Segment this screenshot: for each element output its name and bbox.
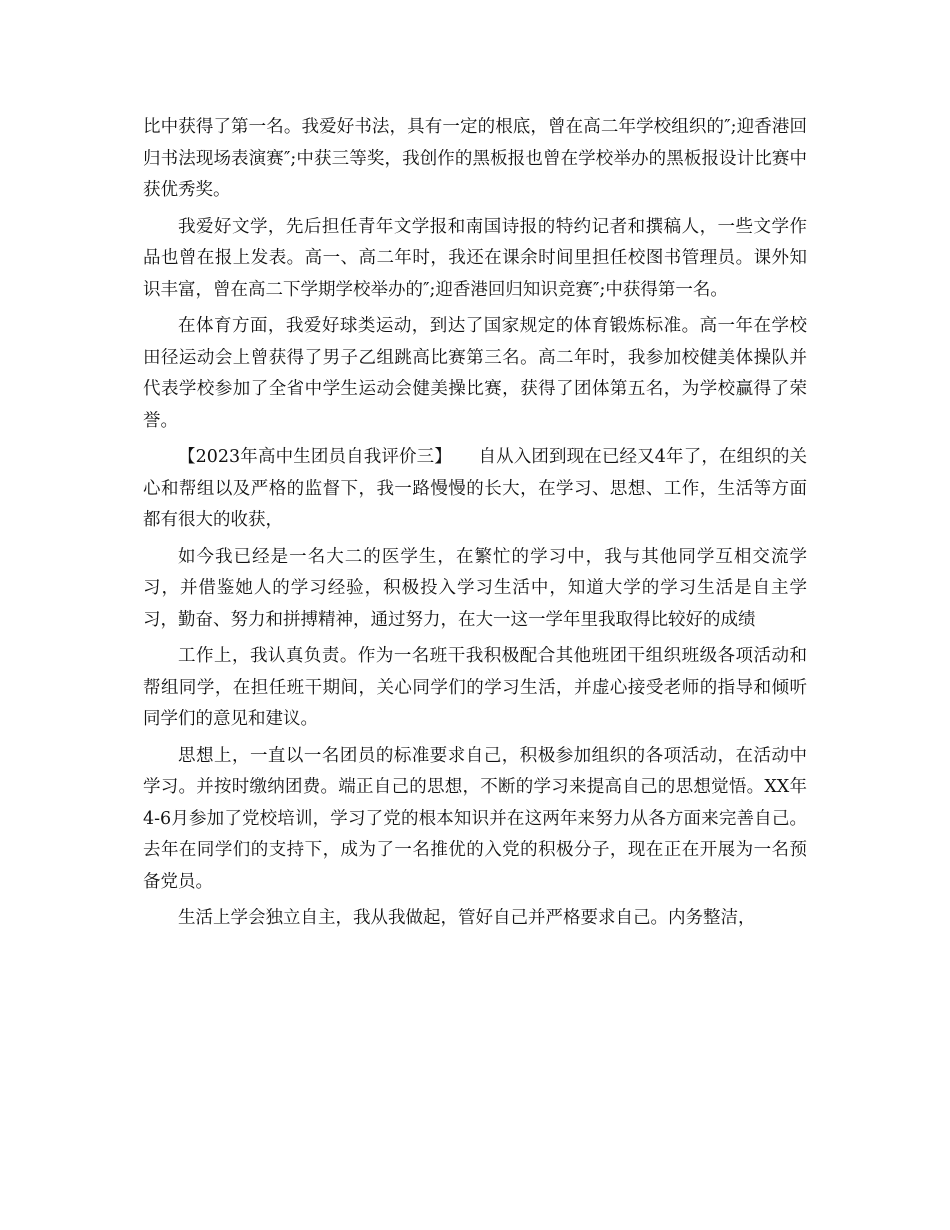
- paragraph-6: 工作上，我认真负责。作为一名班干我积极配合其他班团干组织班级各项活动和帮组同学，在担任班干期间，关心同学们的学习生活，并虚心接受老师的指导和倾听同学们的意见和建议。: [143, 646, 807, 729]
- paragraph-5: 如今我已经是一名大二的医学生，在繁忙的学习中，我与其他同学互相交流学习，并借鉴她人的学习经验，积极投入学习生活中，知道大学的学习生活是自主学习，勤奋、努力和拼搏精神，通过努力，在大一这一学年里我取得比较好的成绩: [143, 546, 807, 630]
- paragraph-2: 我爱好文学，先后担任青年文学报和南国诗报的特约记者和撰稿人，一些文学作品也曾在报上发表。高一、高二年时，我还在课余时间里担任校图书管理员。课外知识丰富，曾在高二下学期学校举办的″;迎香港回归知识竞赛″;中获得第一名。: [143, 216, 807, 300]
- paragraph-3: 在体育方面，我爱好球类运动，到达了国家规定的体育锻炼标准。高一年在学校田径运动会上曾获得了男子乙组跳高比赛第三名。高二年时，我参加校健美体操队并代表学校参加了全省中学生运动会健美操比赛，获得了团体第五名，为学校赢得了荣誉。: [143, 316, 807, 431]
- document-body: [143, 112, 807, 940]
- paragraph-1: 比中获得了第一名。我爱好书法，具有一定的根底，曾在高二年学校组织的″;迎香港回归书法现场表演赛″;中获三等奖，我创作的黑板报也曾在学校举办的黑板报设计比赛中获优秀奖。: [143, 117, 807, 200]
- paragraph-7: 思想上，一直以一名团员的标准要求自己，积极参加组织的各项活动，在活动中学习。并按时缴纳团费。端正自己的思想，不断的学习来提高自己的思想觉悟。XX年4-6月参加了党校培训，学习了党的根本知识并在这两年来努力从各方面来完善自己。去年在同学们的支持下，成为了一名推优的入党的积极分子，现在正在开展为一名预备党员。: [143, 745, 807, 892]
- paragraph-8: 生活上学会独立自主，我从我做起，管好自己并严格要求自己。内务整洁，: [178, 908, 756, 928]
- paragraph-4: 【2023年高中生团员自我评价三】 自从入团到现在已经又4年了，在组织的关心和帮组以及严格的监督下，我一路慢慢的长大，在学习、思想、工作，生活等方面都有很大的收获，: [143, 447, 807, 530]
